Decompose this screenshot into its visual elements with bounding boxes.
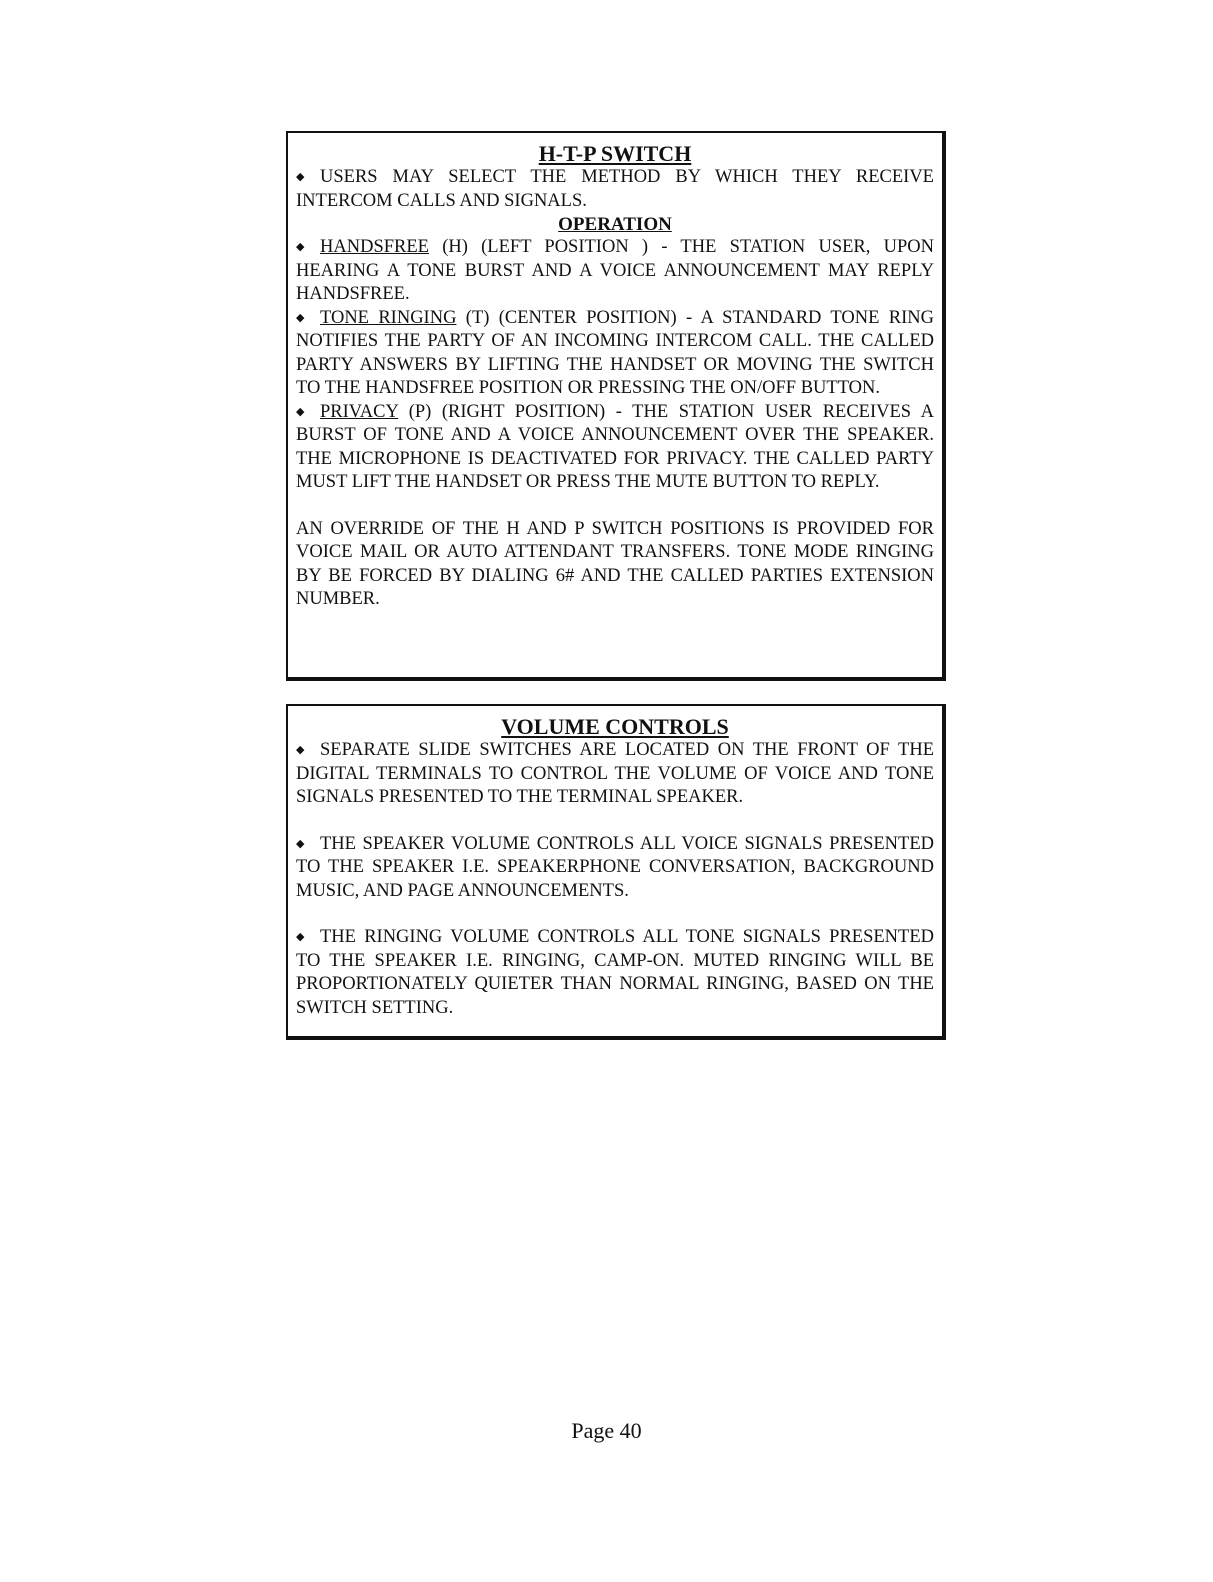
spacer (296, 810, 934, 833)
volume-paragraph-2-text: THE SPEAKER VOLUME CONTROLS ALL VOICE SIGNALS PRESENTED TO THE SPEAKER I.E. SPEAKERPHONE CONVERSATION, BACKGROUND MUSIC, AND PAGE ANNOUNCEMENTS. (296, 833, 934, 901)
volume-controls-title: VOLUME CONTROLS (501, 714, 729, 739)
page-number: Page 40 (571, 1418, 642, 1443)
privacy-text: (P) (RIGHT POSITION) - THE STATION USER RECEIVES A BURST OF TONE AND A VOICE ANNOUNCEMENT OVER THE SPEAKER. THE MICROPHONE IS DEACTIVATED FOR PRIVACY. THE CALLED PARTY MUST LIFT THE HANDSET OR PRESS THE MUTE BUTTON TO REPLY. (296, 401, 934, 492)
override-paragraph: AN OVERRIDE OF THE H AND P SWITCH POSITIONS IS PROVIDED FOR VOICE MAIL OR AUTO ATTENDANT TRANSFERS. TONE MODE RINGING BY BE FORCED BY DIALING 6# AND THE CALLED PARTIES EXTENSION NUMBER. (296, 518, 934, 609)
htp-intro-text: USERS MAY SELECT THE METHOD BY WHICH THEY RECEIVE INTERCOM CALLS AND SIGNALS. (296, 167, 934, 211)
diamond-bullet-icon: ◆ (296, 241, 305, 253)
tone-ringing-label: TONE RINGING (320, 307, 457, 328)
tone-ringing-text: (T) (CENTER POSITION) - A STANDARD TONE RING NOTIFIES THE PARTY OF AN INCOMING INTERCOM CALL. THE CALLED PARTY ANSWERS BY LIFTING THE HANDSET OR MOVING THE SWITCH TO THE HANDSFREE POSITION OR PRESSING THE ON/OFF BUTTON. (296, 307, 934, 398)
operation-heading: OPERATION (558, 214, 672, 235)
volume-paragraph-1-text: SEPARATE SLIDE SWITCHES ARE LOCATED ON THE FRONT OF THE DIGITAL TERMINALS TO CONTROL THE VOLUME OF VOICE AND TONE SIGNALS PRESENTED TO THE TERMINAL SPEAKER. (296, 740, 934, 807)
diamond-bullet-icon: ◆ (296, 931, 305, 943)
spacer (296, 495, 934, 518)
htp-switch-box (286, 131, 946, 681)
volume-paragraph-3-text: THE RINGING VOLUME CONTROLS ALL TONE SIGNALS PRESENTED TO THE SPEAKER I.E. RINGING, CAMP-ON. MUTED RINGING WILL BE PROPORTIONATELY QUIETER THAN NORMAL RINGING, BASED ON THE SWITCH SETTING. (296, 927, 934, 1018)
diamond-bullet-icon: ◆ (296, 171, 305, 183)
handsfree-text: (H) (LEFT POSITION ) - THE STATION USER, UPON HEARING A TONE BURST AND A VOICE ANNOUNCEMENT MAY REPLY HANDSFREE. (296, 237, 934, 304)
htp-intro-paragraph (296, 166, 934, 213)
diamond-bullet-icon: ◆ (296, 311, 305, 324)
privacy-paragraph (296, 401, 934, 495)
volume-paragraph-3 (296, 926, 934, 1020)
tone-ringing-paragraph (296, 307, 934, 401)
htp-switch-title: H-T-P SWITCH (538, 141, 692, 166)
volume-controls-box (286, 704, 946, 1040)
diamond-bullet-icon: ◆ (296, 405, 305, 418)
volume-paragraph-1 (296, 739, 934, 810)
handsfree-label: HANDSFREE (320, 237, 429, 257)
handsfree-paragraph (296, 236, 934, 307)
volume-paragraph-2 (296, 833, 934, 904)
diamond-bullet-icon: ◆ (296, 744, 305, 756)
spacer (296, 903, 934, 926)
diamond-bullet-icon: ◆ (296, 837, 305, 850)
privacy-label: PRIVACY (320, 401, 399, 422)
